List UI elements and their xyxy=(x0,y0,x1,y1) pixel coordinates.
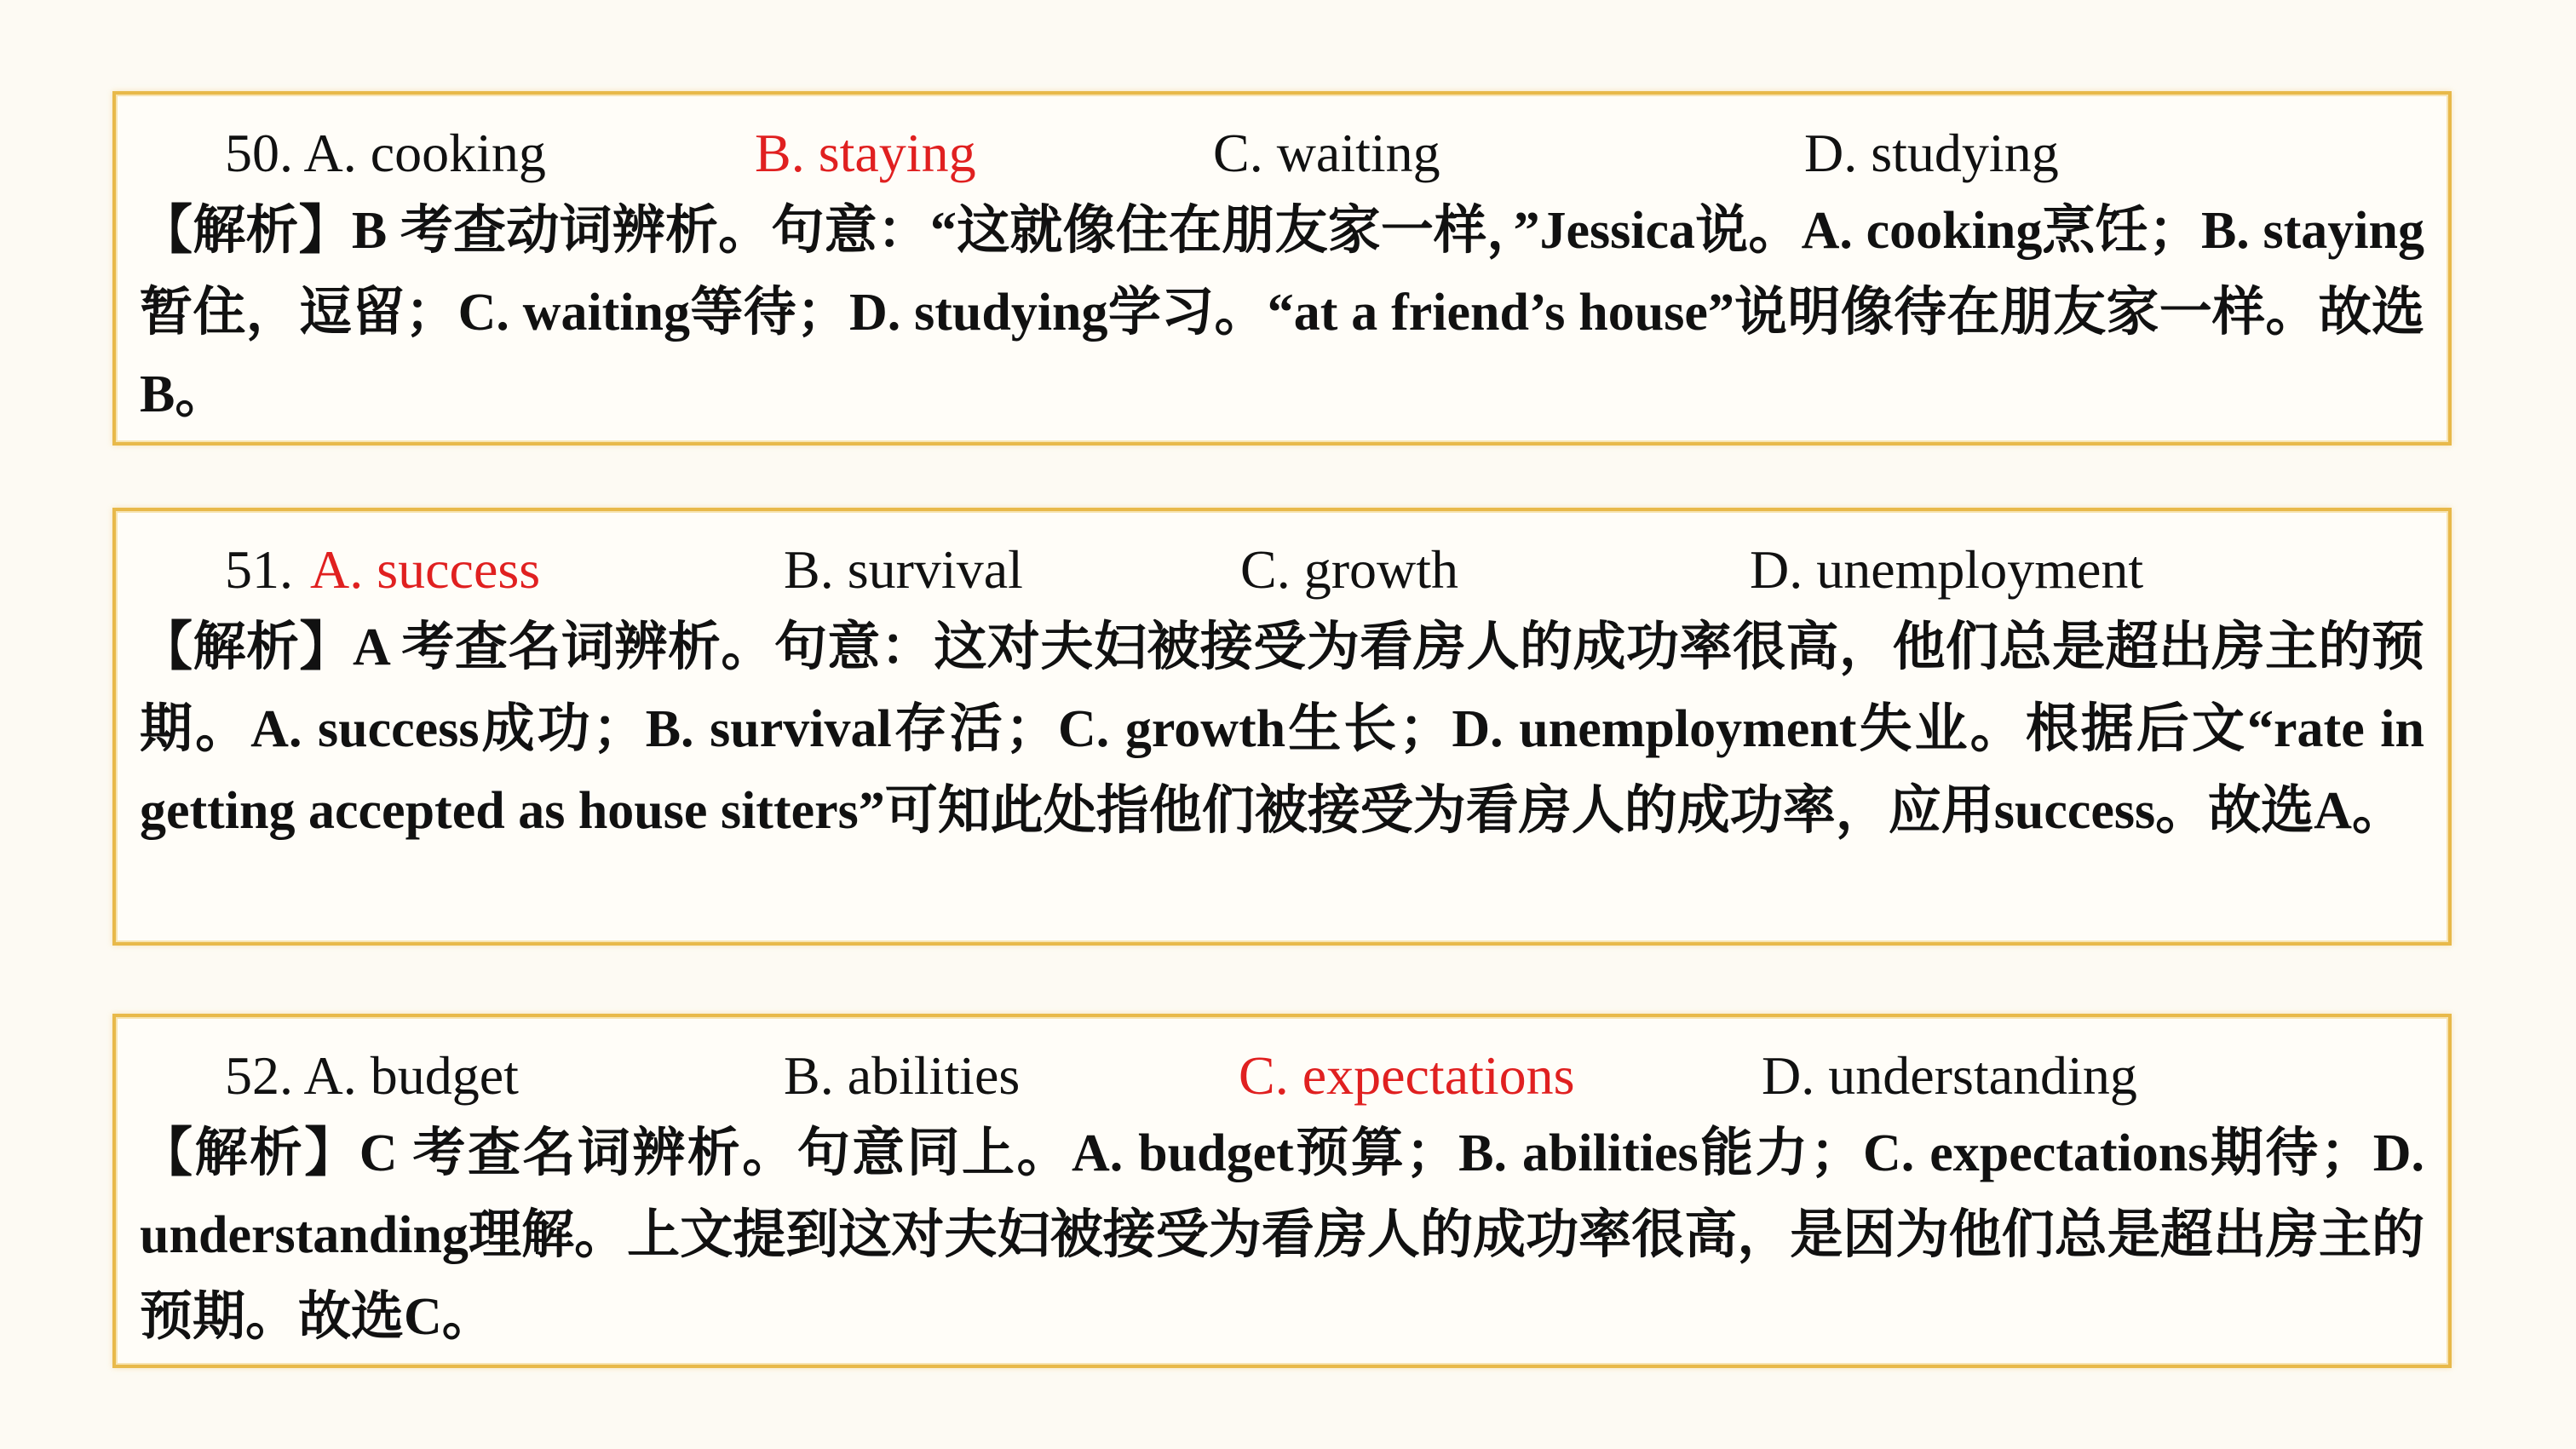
option-51-d: D. unemployment xyxy=(1750,539,2144,600)
option-51-a-correct: A. success xyxy=(310,539,541,600)
question-card-51 xyxy=(112,508,2452,946)
option-52-c-correct: C. expectations xyxy=(1239,1045,1575,1106)
option-50-b-correct: B. staying xyxy=(755,123,976,183)
analysis-text-50: 【解析】B 考查动词辨析。句意：“这就像住在朋友家一样，”Jessica说。A. cooking烹饪；B. staying暂住，逗留；C. waiting等待；D. studying学习。“at a friend’s house”说明像待在朋友家一样。故选B。 xyxy=(140,202,2424,423)
question-card-52 xyxy=(112,1014,2452,1368)
options-row xyxy=(140,117,2424,190)
option-52-d: D. understanding xyxy=(1762,1045,2137,1106)
question-number-51: 51. xyxy=(225,539,293,600)
option-50-d: D. studying xyxy=(1804,123,2059,183)
option-52-b: B. abilities xyxy=(784,1045,1021,1106)
option-51-c: C. growth xyxy=(1240,539,1458,600)
option-50-c: C. waiting xyxy=(1213,123,1440,183)
option-52-a: 52. A. budget xyxy=(225,1045,519,1106)
options-row xyxy=(140,1039,2424,1113)
analysis-text-51: 【解析】A 考查名词辨析。句意：这对夫妇被接受为看房人的成功率很高，他们总是超出房主的预期。A. success成功；B. survival存活；C. growth生长；D. unemployment失业。根据后文“rate in getting accepted as house sitters”可知此处指他们被接受为看房人的成功率，应用success。故选A。 xyxy=(140,618,2424,840)
option-51-b: B. survival xyxy=(784,539,1023,600)
analysis-text-52: 【解析】C 考查名词辨析。句意同上。A. budget预算；B. abilities能力；C. expectations期待；D. understanding理解。上文提到这对夫妇被接受为看房人的成功率很高，是因为他们总是超出房主的预期。故选C。 xyxy=(140,1124,2424,1346)
option-50-a: 50. A. cooking xyxy=(225,123,546,183)
question-card-50 xyxy=(112,91,2452,446)
options-row xyxy=(140,533,2424,607)
